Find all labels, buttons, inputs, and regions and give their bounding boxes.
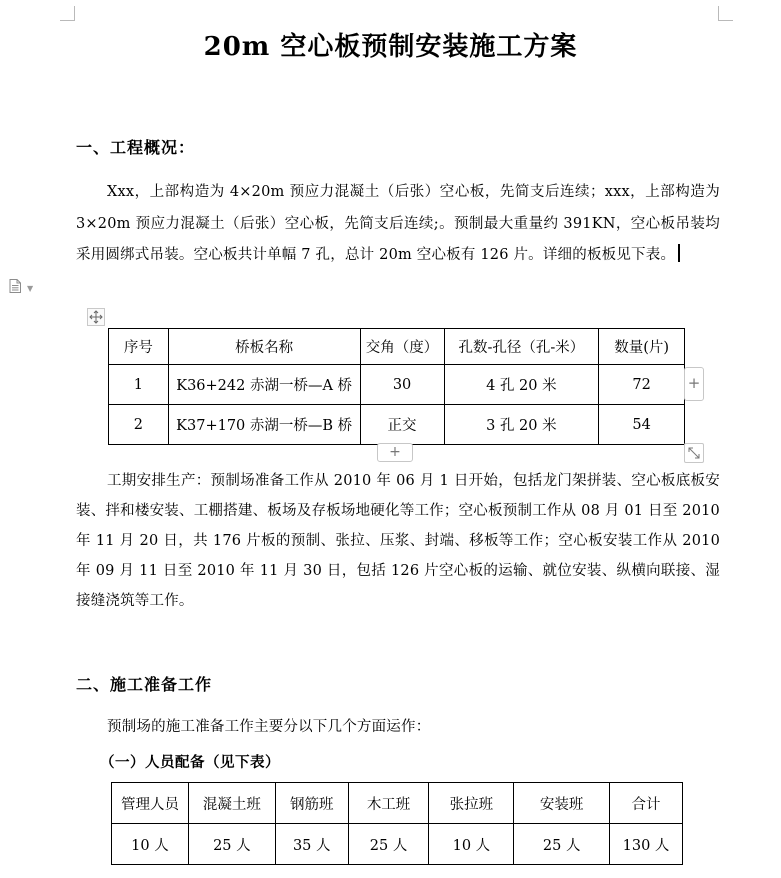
table-row (109, 405, 685, 445)
section-1-paragraph[interactable] (76, 177, 720, 272)
table-cell[interactable]: 25 人 (188, 824, 275, 865)
table-header-cell[interactable]: 数量(片) (599, 329, 685, 365)
table-cell[interactable]: 130 人 (610, 824, 683, 865)
section-1-text: Xxx，上部构造为 4×20m 预应力混凝土（后张）空心板，先简支后连续；xxx，上部构造为 3×20m 预应力混凝土（后张）空心板，先简支后连续;。预制最大重量约 391KN，空心板吊装均采用圆绑式吊装。空心板共计单幅 7 孔，总计 20m 空心板有 126 片。详细的板板见下表。 (76, 184, 720, 263)
table-row (112, 824, 683, 865)
add-column-button[interactable]: + (684, 367, 704, 401)
section-2-heading: 二、施工准备工作 (76, 675, 213, 694)
table-cell[interactable]: 25 人 (348, 824, 429, 865)
move-icon[interactable] (87, 308, 105, 326)
text-cursor (678, 244, 680, 262)
table-header-cell[interactable]: 钢筋班 (275, 783, 348, 824)
table-cell[interactable]: 30 (360, 365, 444, 405)
table-cell[interactable]: 正交 (360, 405, 444, 445)
table-cell[interactable]: 35 人 (275, 824, 348, 865)
table-cell[interactable]: 3 孔 20 米 (444, 405, 599, 445)
table-cell[interactable]: 72 (599, 365, 685, 405)
page-corner-mark (718, 6, 733, 21)
table-cell[interactable]: 25 人 (514, 824, 610, 865)
table-header-row (112, 783, 683, 824)
section-1-heading: 一、工程概况： (76, 138, 196, 157)
staffing-table[interactable] (111, 782, 683, 865)
document-icon[interactable] (9, 279, 21, 293)
table-header-cell[interactable]: 合计 (610, 783, 683, 824)
table-header-cell[interactable]: 孔数-孔径（孔-米） (444, 329, 599, 365)
staffing-subheading: （一）人员配备（见下表） (100, 754, 280, 771)
document-title: 20m 空心板预制安装施工方案 (203, 32, 578, 62)
table-row (109, 365, 685, 405)
table-header-cell[interactable]: 混凝土班 (188, 783, 275, 824)
table-cell[interactable]: K36+242 赤湖一桥—A 桥 (168, 365, 360, 405)
table-header-cell[interactable]: 桥板名称 (168, 329, 360, 365)
table-header-cell[interactable]: 张拉班 (429, 783, 514, 824)
resize-icon[interactable] (684, 443, 704, 463)
table-cell[interactable]: 10 人 (112, 824, 189, 865)
page-corner-mark (60, 6, 75, 21)
table-cell[interactable]: 2 (109, 405, 169, 445)
table-header-cell[interactable]: 序号 (109, 329, 169, 365)
table-cell[interactable]: K37+170 赤湖一桥—B 桥 (168, 405, 360, 445)
bridge-table[interactable] (108, 328, 685, 445)
table-header-cell[interactable]: 木工班 (348, 783, 429, 824)
table-header-row (109, 329, 685, 365)
table-header-cell[interactable]: 安装班 (514, 783, 610, 824)
table-header-cell[interactable]: 管理人员 (112, 783, 189, 824)
table-cell[interactable]: 10 人 (429, 824, 514, 865)
schedule-paragraph[interactable]: 工期安排生产：预制场准备工作从 2010 年 06 月 1 日开始，包括龙门架拼装、空心板底板安装、拌和楼安装、工棚搭建、板场及存板场地硬化等工作；空心板预制工作从 08 月 01 日至 2010 年 11 月 20 日，共 176 片板的预制、张拉、压浆、封端、移板等工作；空心板安装工作从 2010 年 09 月 11 日至 2010 年 11 月 30 日，包括 126 片空心板的运输、就位安装、纵横向联接、湿接缝浇筑等工作。 (76, 473, 720, 609)
table-cell[interactable]: 1 (109, 365, 169, 405)
section-2-intro[interactable]: 预制场的施工准备工作主要分以下几个方面运作： (107, 719, 431, 735)
add-row-button[interactable]: + (377, 443, 413, 462)
table-cell[interactable]: 4 孔 20 米 (444, 365, 599, 405)
chevron-down-icon[interactable]: ▼ (27, 284, 34, 293)
table-header-cell[interactable]: 交角（度） (360, 329, 444, 365)
table-cell[interactable]: 54 (599, 405, 685, 445)
